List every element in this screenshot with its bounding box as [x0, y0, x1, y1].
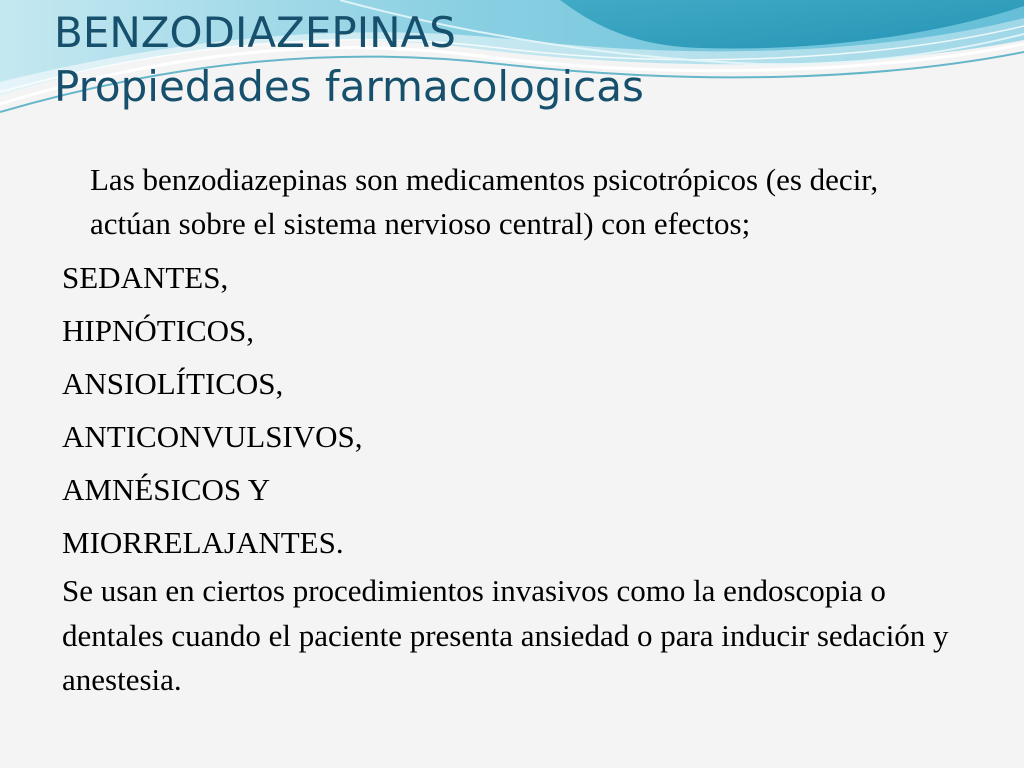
title-line-2: Propiedades farmacologicas	[54, 61, 644, 111]
effect-item: SEDANTES,	[62, 260, 229, 295]
effect-item: HIPNÓTICOS,	[62, 313, 255, 348]
effect-item: MIORRELAJANTES.	[62, 525, 344, 560]
effect-item: ANTICONVULSIVOS,	[62, 419, 363, 454]
effect-item: ANSIOLÍTICOS,	[62, 366, 284, 401]
title-line-1: BENZODIAZEPINAS	[54, 8, 456, 57]
closing-paragraph: Se usan en ciertos procedimientos invasivos como la endoscopia o dentales cuando el paciente presenta ansiedad o para inducir sedación y anestesia.	[62, 573, 949, 697]
slide-title	[54, 6, 954, 114]
slide-body	[62, 158, 962, 703]
intro-paragraph: Las benzodiazepinas son medicamentos psicotrópicos (es decir, actúan sobre el sistema nervioso central) con efectos;	[90, 162, 879, 241]
effect-item: AMNÉSICOS Y	[62, 472, 271, 507]
